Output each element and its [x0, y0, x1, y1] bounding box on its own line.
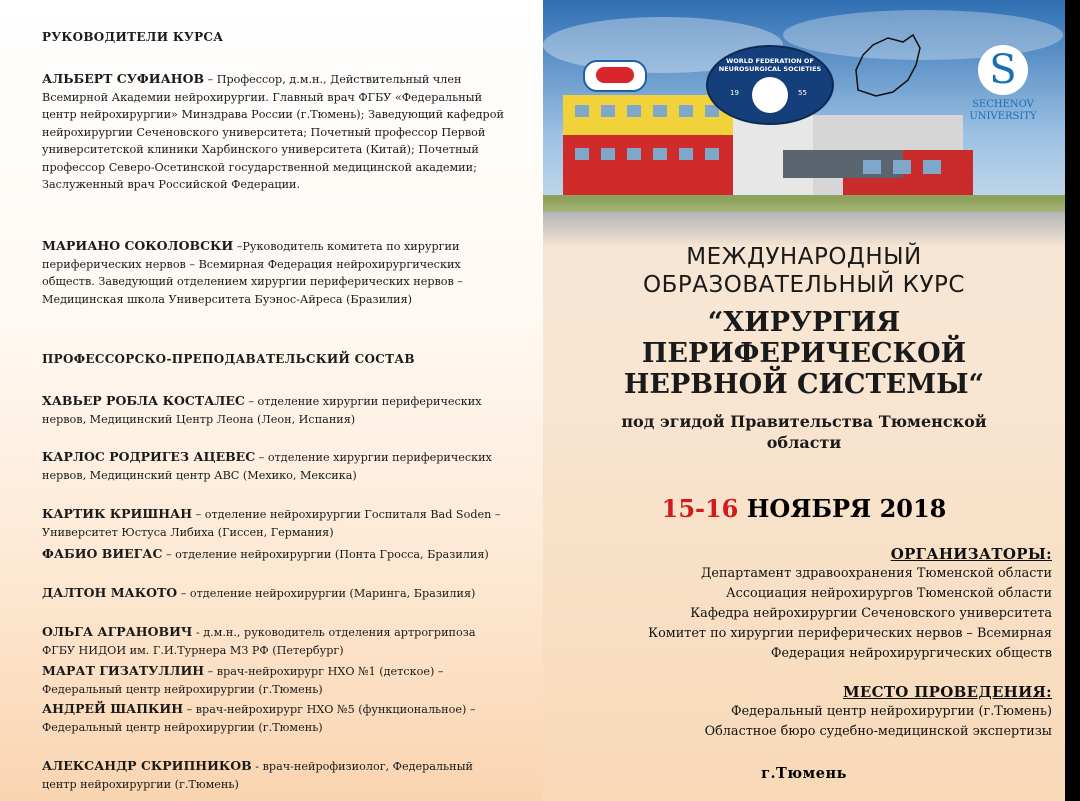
faculty-desc: – отделение хирургии периферических нервов, Медицинский центр АВС (Мехико, Мексика) — [42, 451, 492, 482]
faculty-entry — [42, 392, 510, 428]
organizers-section — [648, 544, 1052, 664]
wfns-year-left: 19 — [730, 89, 739, 97]
faculty-name: ОЛЬГА АГРАНОВИЧ — [42, 624, 193, 639]
subtitle — [543, 411, 1065, 453]
sechenov-logo — [958, 45, 1048, 145]
faculty-desc: – врач-нейрохирург НХО №5 (функциональное) – Федеральный центр нейрохирургии (г.Тюмень) — [42, 703, 476, 734]
faculty-desc: – врач-нейрохирург НХО №1 (детское) – Федеральный центр нейрохирургии (г.Тюмень) — [42, 665, 444, 696]
event-date — [543, 494, 1065, 523]
faculty-desc: – отделение нейрохирургии (Понта Гросса, Бразилия) — [162, 548, 489, 561]
heading-faculty: ПРОФЕССОРСКО-ПРЕПОДАВАТЕЛЬСКИЙ СОСТАВ — [42, 352, 415, 366]
leader-name: АЛЬБЕРТ СУФИАНОВ — [42, 71, 205, 86]
globe-icon — [752, 77, 788, 113]
title-main-line2: ПЕРИФЕРИЧЕСКОЙ — [641, 338, 967, 369]
title-course: ОБРАЗОВАТЕЛЬНЫЙ КУРС — [643, 272, 965, 298]
leader-desc: – Профессор, д.м.н., Действительный член Всемирной Академии нейрохирургии. Главный врач ФГБУ «Федеральный центр нейрохирургии» Минздрава России (г.Тюмень); Заведующий кафедрой нейрохирургии Сеченовского университета; Почетный профессор Первой университетской клиники Харбинского университета (Китай); Почетный профессор Северо-Осетинской государственной медицинской академии; Заслуженный врач Российской Федерации. — [42, 73, 504, 191]
organizer-item: Федерация нейрохирургических обществ — [770, 646, 1052, 661]
faculty-name: ДАЛТОН МАКОТО — [42, 585, 178, 600]
faculty-entry — [42, 662, 510, 698]
fnc-logo — [583, 60, 647, 92]
leader-name: МАРИАНО СОКОЛОВСКИ — [42, 238, 234, 253]
organizer-item: Департамент здравоохранения Тюменской области — [700, 566, 1052, 581]
right-edge-border — [1065, 0, 1080, 801]
venue-item: Федеральный центр нейрохирургии (г.Тюмень) — [730, 704, 1052, 719]
title-line — [543, 243, 1065, 299]
leader-entry — [42, 237, 510, 308]
russia-map-icon — [848, 30, 928, 100]
sechenov-logo-text: SECHENOV UNIVERSITY — [969, 99, 1037, 122]
title-main-line3: НЕРВНОЙ СИСТЕМЫ“ — [623, 369, 985, 400]
faculty-desc: – отделение нейрохирургии Госпиталя Bad Soden – Университет Юстуса Либиха (Гиссен, Германия) — [42, 508, 501, 539]
faculty-desc: - д.м.н., руководитель отделения артрогрипоза ФГБУ НИДОИ им. Г.И.Турнера МЗ РФ (Петербург) — [42, 626, 476, 657]
faculty-entry — [42, 545, 510, 564]
wfns-logo-text: WORLD FEDERATION OF NEUROSURGICAL SOCIETIES — [718, 57, 822, 73]
faculty-desc: - врач-нейрофизиолог, Федеральный центр нейрохирургии (г.Тюмень) — [42, 760, 473, 791]
subtitle-line2: области — [766, 433, 842, 452]
faculty-name: ФАБИО ВИЕГАС — [42, 546, 163, 561]
faculty-name: МАРАТ ГИЗАТУЛЛИН — [42, 663, 205, 678]
faculty-entry — [42, 448, 510, 484]
faculty-entry — [42, 757, 510, 793]
faculty-name: КАРТИК КРИШНАН — [42, 506, 193, 521]
faculty-name: ХАВЬЕР РОБЛА КОСТАЛЕС — [42, 393, 245, 408]
venue-section — [705, 682, 1052, 742]
organizer-item: Ассоциация нейрохирургов Тюменской области — [725, 586, 1052, 601]
faculty-entry — [42, 623, 510, 659]
wfns-year-right: 55 — [798, 89, 807, 97]
wfns-logo — [706, 45, 834, 125]
venue-item: Областное бюро судебно-медицинской экспертизы — [704, 724, 1052, 739]
faculty-entry — [42, 584, 510, 603]
organizers-title: ОРГАНИЗАТОРЫ: — [890, 545, 1052, 563]
leader-entry — [42, 70, 510, 194]
event-month-year: НОЯБРЯ 2018 — [738, 494, 947, 523]
venue-title: МЕСТО ПРОВЕДЕНИЯ: — [842, 683, 1052, 701]
faculty-desc: – отделение хирургии периферических нервов, Медицинский Центр Леона (Леон, Испания) — [42, 395, 482, 426]
event-days: 15-16 — [661, 494, 739, 523]
heading-course-leaders: РУКОВОДИТЕЛИ КУРСА — [42, 30, 224, 44]
title-international: МЕЖДУНАРОДНЫЙ — [686, 244, 922, 270]
leader-desc: –Руководитель комитета по хирургии периферических нервов – Всемирная Федерация нейрохирургических обществ. Заведующий отделением хирургии периферических нервов – Медицинская школа Университета Буэнос-Айреса (Бразилия) — [42, 240, 463, 306]
subtitle-line1: под эгидой Правительства Тюменской — [621, 412, 987, 431]
faculty-desc: – отделение нейрохирургии (Маринга, Бразилия) — [177, 587, 476, 600]
faculty-name: КАРЛОС РОДРИГЕЗ АЦЕВЕС — [42, 449, 256, 464]
title-main-line1: “ХИРУРГИЯ — [707, 307, 901, 338]
faculty-name: АНДРЕЙ ШАПКИН — [42, 701, 184, 716]
city-label: г.Тюмень — [761, 765, 847, 782]
faculty-entry — [42, 505, 510, 541]
faculty-entry — [42, 700, 510, 736]
title-main — [543, 307, 1065, 400]
right-panel — [543, 0, 1065, 801]
faculty-name: АЛЕКСАНДР СКРИПНИКОВ — [42, 758, 252, 773]
organizer-item: Кафедра нейрохирургии Сеченовского университета — [690, 606, 1052, 621]
organizer-item: Комитет по хирургии периферических нервов – Всемирная — [648, 626, 1052, 641]
sechenov-s-icon: S — [978, 45, 1028, 95]
